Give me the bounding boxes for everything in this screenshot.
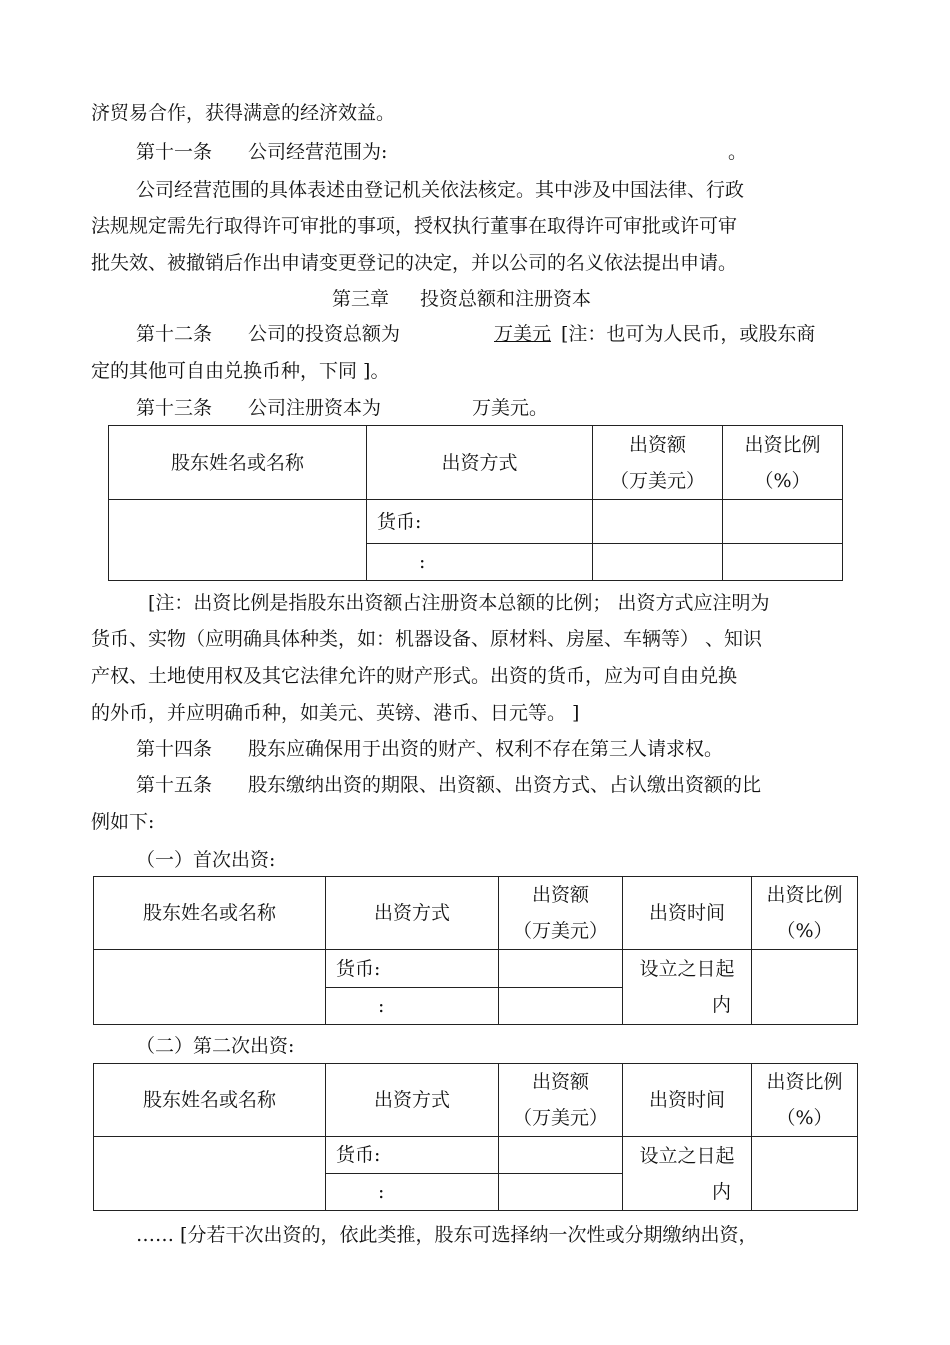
cell-method-currency: 货币: [326, 950, 499, 988]
second-installment-table [93, 1063, 858, 1211]
article-12-label: 第十二条 [136, 323, 213, 345]
cell-time-line2: 内 [711, 1180, 731, 1203]
cell-ratio [752, 1137, 858, 1211]
text-line: 济贸易合作，获得满意的经济效益。 [91, 102, 396, 124]
cell-amount [499, 950, 623, 988]
article-11-end: 。 [728, 141, 748, 163]
article-11-text: 公司经营范围为: [248, 141, 388, 163]
cell-amount [499, 1174, 623, 1211]
cell-time [623, 1137, 752, 1211]
header-name: 股东姓名或名称 [94, 877, 326, 950]
article-13-unit: 万美元。 [472, 397, 549, 419]
header-amount [499, 877, 623, 950]
cell-name [94, 1137, 326, 1211]
cell-ratio [723, 544, 843, 581]
text-line: 法规规定需先行取得许可审批的事项，授权执行董事在取得许可审批或许可审 [91, 215, 738, 237]
header-time: 出资时间 [623, 1064, 752, 1137]
tail-line: …… [分若干次出资的，依此类推，股东可选择纳一次性或分期缴纳出资， [136, 1224, 758, 1246]
chapter-title: 投资总额和注册资本 [420, 288, 592, 310]
header-method: 出资方式 [326, 877, 499, 950]
note-line: [注：出资比例是指股东出资额占注册资本总额的比例； 出资方式应注明为 [148, 592, 770, 614]
cell-amount [499, 1137, 623, 1174]
header-amount-line1: 出资额 [628, 433, 686, 456]
cell-method-currency: 货币: [326, 1137, 499, 1174]
article-12-text: 公司的投资总额为 [248, 323, 401, 345]
cell-method-currency: 货币: [367, 500, 593, 544]
header-amount-line2: （万美元） [512, 1107, 608, 1129]
header-amount [593, 426, 723, 500]
header-ratio [752, 877, 858, 950]
header-amount-line2: （万美元） [512, 920, 608, 942]
header-amount [499, 1064, 623, 1137]
article-12-note: [注：也可为人民币，或股东商 [561, 323, 816, 345]
header-ratio-line1: 出资比例 [766, 884, 843, 906]
first-installment-table [93, 876, 858, 1025]
cell-name [94, 950, 326, 1025]
cell-amount [499, 988, 623, 1025]
article-12-unit: 万美元 [494, 323, 552, 345]
header-ratio-line1: 出资比例 [744, 433, 821, 456]
cell-time-line2: 内 [711, 994, 731, 1016]
note-line: 货币、实物（应明确具体种类，如：机器设备、原材料、房屋、车辆等） 、知识 [91, 628, 763, 650]
text-line: 例如下: [91, 811, 155, 833]
note-line: 产权、土地使用权及其它法律允许的财产形式。出资的货币，应为可自由兑换 [91, 665, 738, 687]
header-name: 股东姓名或名称 [94, 1064, 326, 1137]
cell-ratio [752, 950, 858, 1025]
header-amount-line1: 出资额 [531, 1071, 589, 1093]
header-ratio-line2: （%） [776, 920, 833, 942]
second-installment-heading: （二）第二次出资: [136, 1035, 295, 1057]
cell-ratio [723, 500, 843, 544]
cell-time [623, 950, 752, 1025]
article-14-text: 股东应确保用于出资的财产、权利不存在第三人请求权。 [248, 738, 724, 760]
article-15-label: 第十五条 [136, 774, 213, 796]
first-installment-heading: （一）首次出资: [136, 849, 276, 871]
text-line: 定的其他可自由兑换币种，下同 ]。 [91, 360, 390, 382]
article-14-label: 第十四条 [136, 738, 213, 760]
header-method: 出资方式 [326, 1064, 499, 1137]
cell-amount [593, 500, 723, 544]
article-13-text: 公司注册资本为 [248, 397, 382, 419]
header-amount-line1: 出资额 [531, 884, 589, 906]
article-13-label: 第十三条 [136, 397, 213, 419]
cell-method-other: : [367, 544, 593, 581]
text-line: 公司经营范围的具体表述由登记机关依法核定。其中涉及中国法律、行政 [136, 179, 745, 201]
chapter-number: 第三章 [332, 288, 390, 310]
header-ratio [723, 426, 843, 500]
cell-method-other: : [326, 1174, 499, 1211]
header-name: 股东姓名或名称 [109, 426, 367, 500]
header-method: 出资方式 [367, 426, 593, 500]
text-line: 批失效、被撤销后作出申请变更登记的决定，并以公司的名义依法提出申请。 [91, 252, 738, 274]
cell-name [109, 500, 367, 581]
header-ratio [752, 1064, 858, 1137]
header-ratio-line1: 出资比例 [766, 1071, 843, 1093]
article-15-text: 股东缴纳出资的期限、出资额、出资方式、占认缴出资额的比 [248, 774, 762, 796]
cell-time-line1: 设立之日起 [639, 958, 735, 980]
article-11-label: 第十一条 [136, 141, 213, 163]
cell-method-other: : [326, 988, 499, 1025]
cell-amount [593, 544, 723, 581]
header-amount-line2: （万美元） [609, 469, 705, 492]
header-time: 出资时间 [623, 877, 752, 950]
note-line: 的外币，并应明确币种，如美元、英镑、港币、日元等。 ] [91, 702, 580, 724]
cell-time-line1: 设立之日起 [639, 1144, 735, 1167]
capital-table [108, 425, 843, 581]
header-ratio-line2: （%） [776, 1107, 833, 1129]
header-ratio-line2: （%） [754, 469, 811, 492]
